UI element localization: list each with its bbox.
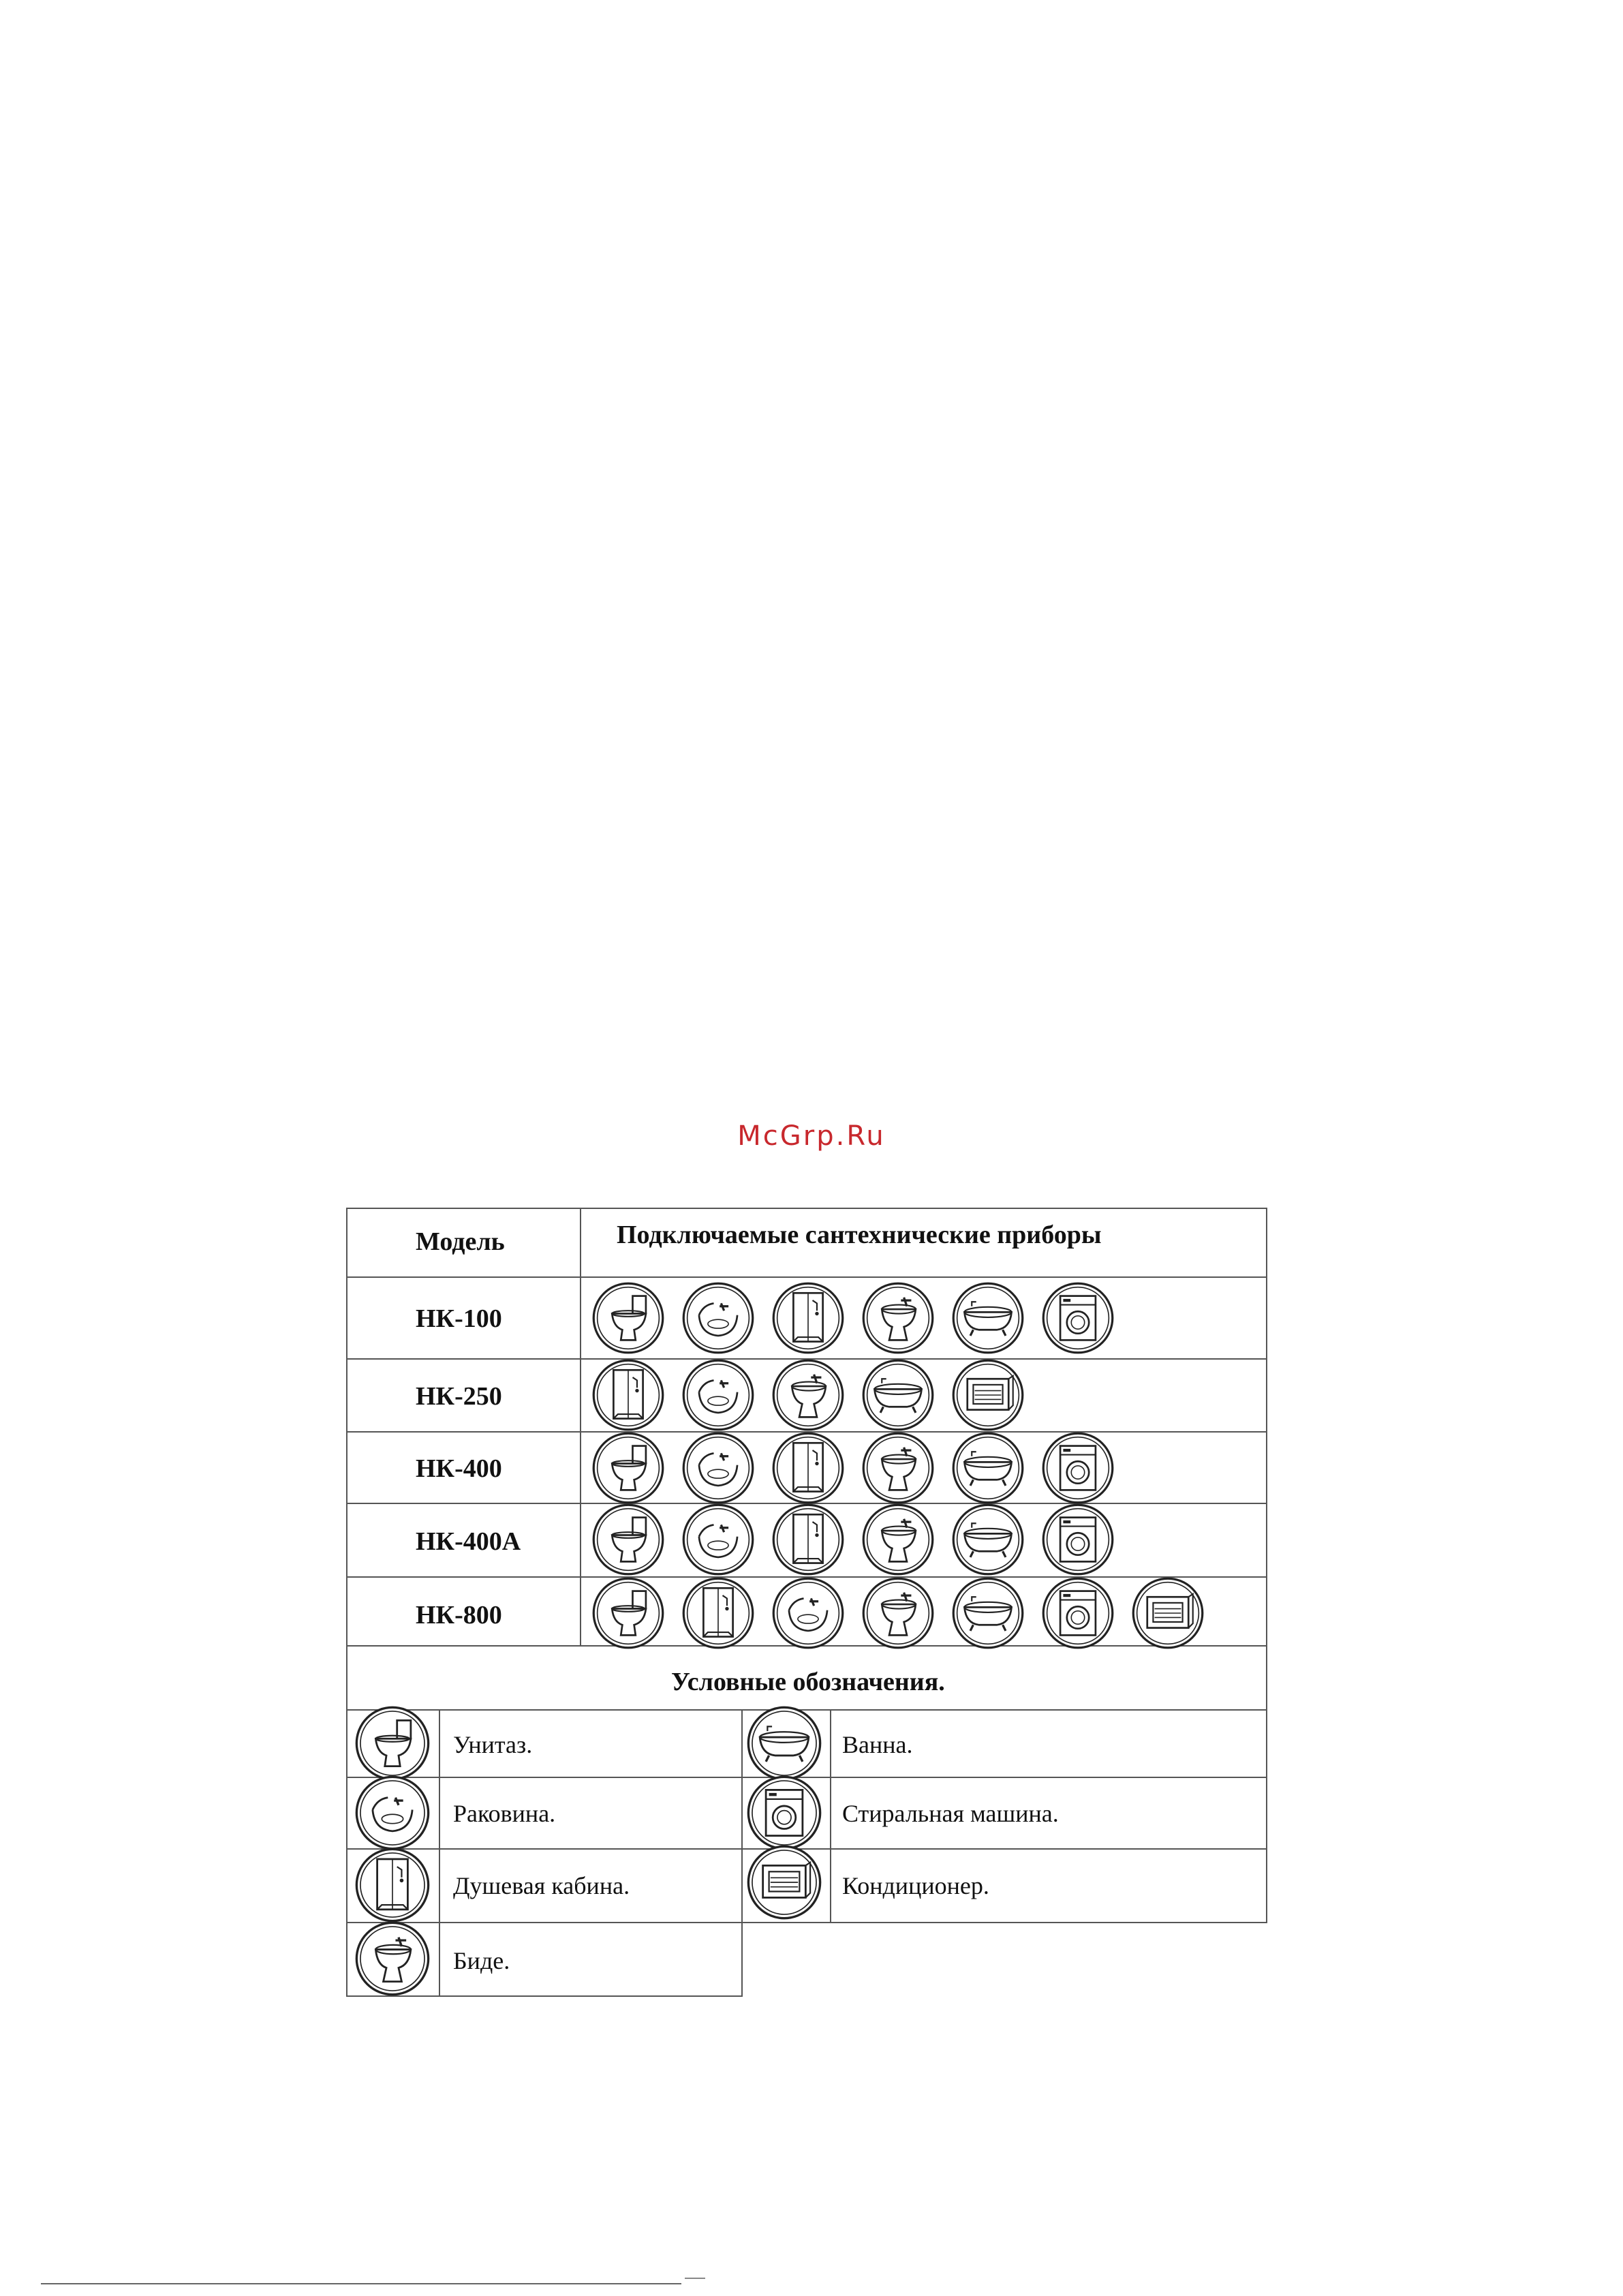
bathtub-icon	[951, 1281, 1025, 1355]
watermark: McGrp.Ru	[737, 1120, 886, 1152]
row-icons	[591, 1431, 1115, 1505]
washing-machine-icon	[1041, 1576, 1115, 1650]
shower-cabin-icon	[771, 1503, 845, 1576]
bidet-icon	[354, 1920, 431, 1997]
bathtub-icon	[861, 1358, 935, 1432]
bathtub-icon	[746, 1705, 822, 1781]
sink-icon	[771, 1576, 845, 1650]
footer-rule	[41, 2283, 681, 2284]
shower-cabin-icon	[771, 1431, 845, 1505]
bathtub-icon	[951, 1503, 1025, 1576]
washing-machine-icon	[1041, 1503, 1115, 1576]
bathtub-icon	[746, 1705, 822, 1781]
footer-mark	[685, 2278, 705, 2279]
bidet-icon	[861, 1503, 935, 1576]
sink-icon	[354, 1775, 431, 1851]
bidet-icon	[861, 1281, 935, 1355]
bathtub-icon	[951, 1281, 1025, 1355]
legend-right-border	[1266, 1645, 1267, 1709]
shower-cabin-icon	[354, 1847, 431, 1923]
washing-machine-icon	[1041, 1503, 1115, 1576]
toilet-icon	[591, 1576, 665, 1650]
row-icons	[591, 1503, 1115, 1576]
washing-machine-icon	[1041, 1431, 1115, 1505]
toilet-icon	[354, 1705, 431, 1781]
washing-machine-icon	[746, 1775, 822, 1851]
row-icons	[591, 1358, 1025, 1432]
model-label: НК-400А	[416, 1527, 521, 1556]
shower-cabin-icon	[771, 1503, 845, 1576]
shower-cabin-icon	[354, 1847, 431, 1923]
bathtub-icon	[951, 1503, 1025, 1576]
row-icons	[591, 1281, 1115, 1355]
sink-icon	[354, 1775, 431, 1851]
toilet-icon	[591, 1503, 665, 1576]
toilet-icon	[591, 1576, 665, 1650]
sink-icon	[681, 1358, 755, 1432]
legend-label: Душевая кабина.	[453, 1872, 630, 1899]
toilet-icon	[591, 1431, 665, 1505]
bidet-icon	[861, 1503, 935, 1576]
washing-machine-icon	[1041, 1281, 1115, 1355]
washing-machine-icon	[1041, 1281, 1115, 1355]
bidet-icon	[771, 1358, 845, 1432]
bidet-icon	[861, 1431, 935, 1505]
legend-label: Ванна.	[842, 1731, 913, 1758]
air-conditioner-icon	[746, 1844, 822, 1920]
toilet-icon	[591, 1281, 665, 1355]
bathtub-icon	[951, 1576, 1025, 1650]
model-label: НК-100	[416, 1304, 502, 1333]
air-conditioner-icon	[951, 1358, 1025, 1432]
air-conditioner-icon	[746, 1844, 822, 1920]
shower-cabin-icon	[681, 1576, 755, 1650]
legend-right-divider	[830, 1709, 831, 1923]
legend-label: Биде.	[453, 1947, 510, 1974]
bidet-icon	[771, 1358, 845, 1432]
legend-label: Кондиционер.	[842, 1872, 989, 1899]
washing-machine-icon	[1041, 1576, 1115, 1650]
table-header-divider	[346, 1276, 1267, 1278]
shower-cabin-icon	[771, 1281, 845, 1355]
bidet-icon	[861, 1576, 935, 1650]
column-header-devices: Подключаемые сантехнические приборы	[617, 1221, 1102, 1249]
model-label: НК-800	[416, 1601, 502, 1629]
legend-label: Стиральная машина.	[842, 1800, 1059, 1827]
sink-icon	[681, 1358, 755, 1432]
bidet-icon	[861, 1431, 935, 1505]
air-conditioner-icon	[951, 1358, 1025, 1432]
bidet-icon	[861, 1576, 935, 1650]
column-header-model: Модель	[416, 1227, 505, 1256]
washing-machine-icon	[1041, 1431, 1115, 1505]
air-conditioner-icon	[1131, 1576, 1205, 1650]
shower-cabin-icon	[681, 1576, 755, 1650]
sink-icon	[681, 1431, 755, 1505]
bathtub-icon	[951, 1431, 1025, 1505]
legend-title: Условные обозначения.	[671, 1668, 945, 1696]
bidet-icon	[861, 1281, 935, 1355]
sink-icon	[771, 1576, 845, 1650]
model-label: НК-400	[416, 1454, 502, 1483]
toilet-icon	[591, 1431, 665, 1505]
shower-cabin-icon	[591, 1358, 665, 1432]
sink-icon	[681, 1503, 755, 1576]
row-icons	[591, 1576, 1205, 1650]
table-column-divider	[580, 1208, 581, 1647]
bathtub-icon	[951, 1431, 1025, 1505]
bathtub-icon	[951, 1576, 1025, 1650]
bidet-icon	[354, 1920, 431, 1997]
model-label: НК-250	[416, 1382, 502, 1411]
shower-cabin-icon	[771, 1431, 845, 1505]
legend-left-border	[346, 1645, 347, 1709]
washing-machine-icon	[746, 1775, 822, 1851]
sink-icon	[681, 1503, 755, 1576]
air-conditioner-icon	[1131, 1576, 1205, 1650]
legend-left-divider	[439, 1709, 440, 1997]
sink-icon	[681, 1431, 755, 1505]
toilet-icon	[591, 1503, 665, 1576]
bathtub-icon	[861, 1358, 935, 1432]
toilet-icon	[591, 1281, 665, 1355]
shower-cabin-icon	[771, 1281, 845, 1355]
sink-icon	[681, 1281, 755, 1355]
shower-cabin-icon	[591, 1358, 665, 1432]
sink-icon	[681, 1281, 755, 1355]
legend-label: Унитаз.	[453, 1731, 533, 1758]
legend-label: Раковина.	[453, 1800, 556, 1827]
toilet-icon	[354, 1705, 431, 1781]
